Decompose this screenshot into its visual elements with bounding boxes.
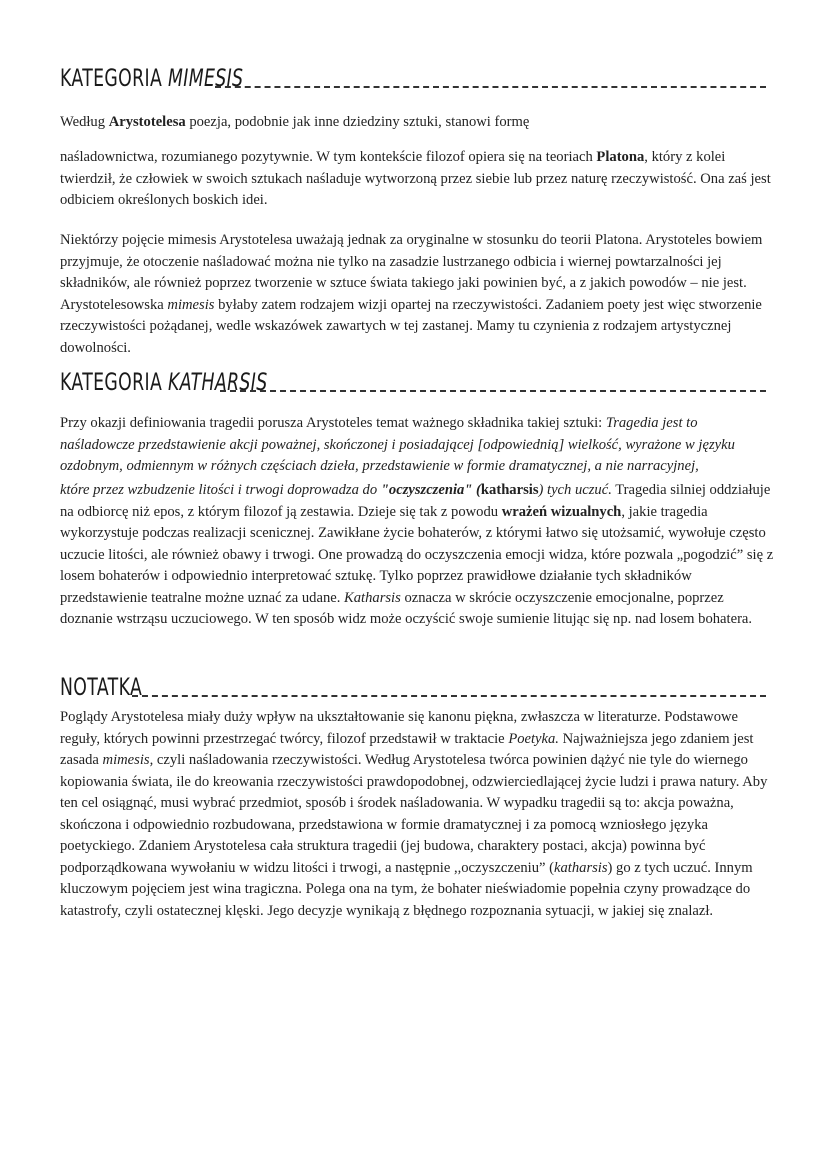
heading-term: MIMESIS xyxy=(168,64,244,92)
heading-kategoria-mimesis xyxy=(60,58,766,92)
heading-notatka xyxy=(60,667,766,701)
mimesis-paragraph-1: naśladownictwa, rozumianego pozytywnie. W tym kontekście filozof opiera się na teoriach Platona, który z kolei twierdził, że człowiek w swoich sztukach naśladuje wytworzoną przez siebie lub przez naturę rzeczywistość. Ona zaś jest odbiciem określonych boskich idei. xyxy=(60,149,771,208)
heading-dash-line xyxy=(220,390,766,392)
heading-kategoria-katharsis xyxy=(60,362,766,396)
heading-word: NOTATKA xyxy=(60,673,143,701)
heading-text xyxy=(60,673,142,701)
katharsis-paragraph-1: Przy okazji definiowania tragedii porusza Arystoteles temat ważnego składnika takiej sztuki: Tragedia jest to naśladowcze przedstawienie akcji poważnej, skończonej i posiadającej [odpowiednią] wielkość, wyrażone w języku ozdobnym, odmiennym w różnych częściach dzieła, przedstawienie w formie dramatycznej, a nie narracyjnej, xyxy=(60,415,735,474)
mimesis-paragraph-2: Niektórzy pojęcie mimesis Arystotelesa uważają jednak za oryginalne w stosunku do teorii Platona. Arystoteles bowiem przyjmuje, że otoczenie naśladować można nie tylko na zasadzie lustrzanego odbicia i wiernej powtarzalności jej składników, ale również poprzez tworzenie w sztuce świata takiego jaki powinien być, a z jakich powodów – nie jest. Arystotelesowska mimesis byłaby zatem rodzajem wizji opartej na rzeczywistości. Zadaniem poety jest więc stworzenie rzeczywistości pożądanej, wedle wskazówek zawartych w tej zastanej. Mamy tu czynienia z rodzajem artystycznej dowolności. xyxy=(60,232,763,356)
notatka-paragraph: Poglądy Arystotelesa miały duży wpływ na ukształtowanie się kanonu piękna, zwłaszcza w literaturze. Podstawowe reguły, których powinni przestrzegać twórcy, filozof przedstawił w traktacie Poetyka. Najważniejsza jego zdaniem jest zasada mimesis, czyli naśladowania rzeczywistości. Według Arystotelesa twórca powinien dążyć nie tyle do wiernego kopiowania świata, ile do kreowania rzeczywistości prawdopodobnej, odzwierciedlającej życie ludzi i prawa natury. Aby ten cel osiągnąć, musi wybrać przedmiot, sposób i środek naśladowania. W wypadku tragedii są to: akcja poważna, skończona i odpowiednio rozbudowana, przedstawiona w formie dramatycznej i za pomocą wzniosłego języka poetyckiego. Zdaniem Arystotelesa cała struktura tragedii (jej budowa, charaktery postaci, akcja) powinna być podporządkowana wywołaniu w widzu litości i trwogi, a następnie ,,oczyszczeniu” (katharsis) go z tych uczuć. Innym kluczowym pojęciem jest wina tragiczna. Polega ona na tym, że bohater nieświadomie popełnia czyny prowadzące do katastrofy, czyli ostatecznej klęski. Jego decyzje wynikają z błędnego rozpoznania sytuacji, w jakiej się znalazł. xyxy=(60,709,768,919)
heading-word: KATEGORIA xyxy=(60,368,163,396)
heading-term: KATHARSIS xyxy=(168,368,268,396)
heading-dash-line xyxy=(215,86,766,88)
heading-word: KATEGORIA xyxy=(60,64,163,92)
katharsis-paragraph-2: które przez wzbudzenie litości i trwogi doprowadza do "oczyszczenia" (katharsis) tych uczuć. Tragedia silniej oddziałuje na odbiorcę niż epos, z którym filozof ją zestawia. Dzieje się tak z powodu wrażeń wizualnych, jakie tragedia wykorzystuje podczas realizacji scenicznej. Zawikłane życie bohaterów, z którymi łatwo się utożsamić, wywołuje często uczucie litości, ale również obawy i trwogi. One prowadzą do oczyszczenia emocji widza, które pozwala „pogodzić” się z losem bohaterów i odpowiednio interpretować sztukę. Tylko poprzez prawidłowe działanie tych składników przedstawienie teatralne możne uznać za udane. Katharsis oznacza w skrócie oczyszczenie emocjonalne, poprzez doznanie wstrząsu uczuciowego. W ten sposób widz może oczyścić swoje sumienie litując się np. nad losem bohatera. xyxy=(60,482,774,627)
heading-dash-line xyxy=(132,695,766,697)
intro-paragraph: Według Arystotelesa poezja, podobnie jak inne dziedziny sztuki, stanowi formę xyxy=(60,114,530,130)
